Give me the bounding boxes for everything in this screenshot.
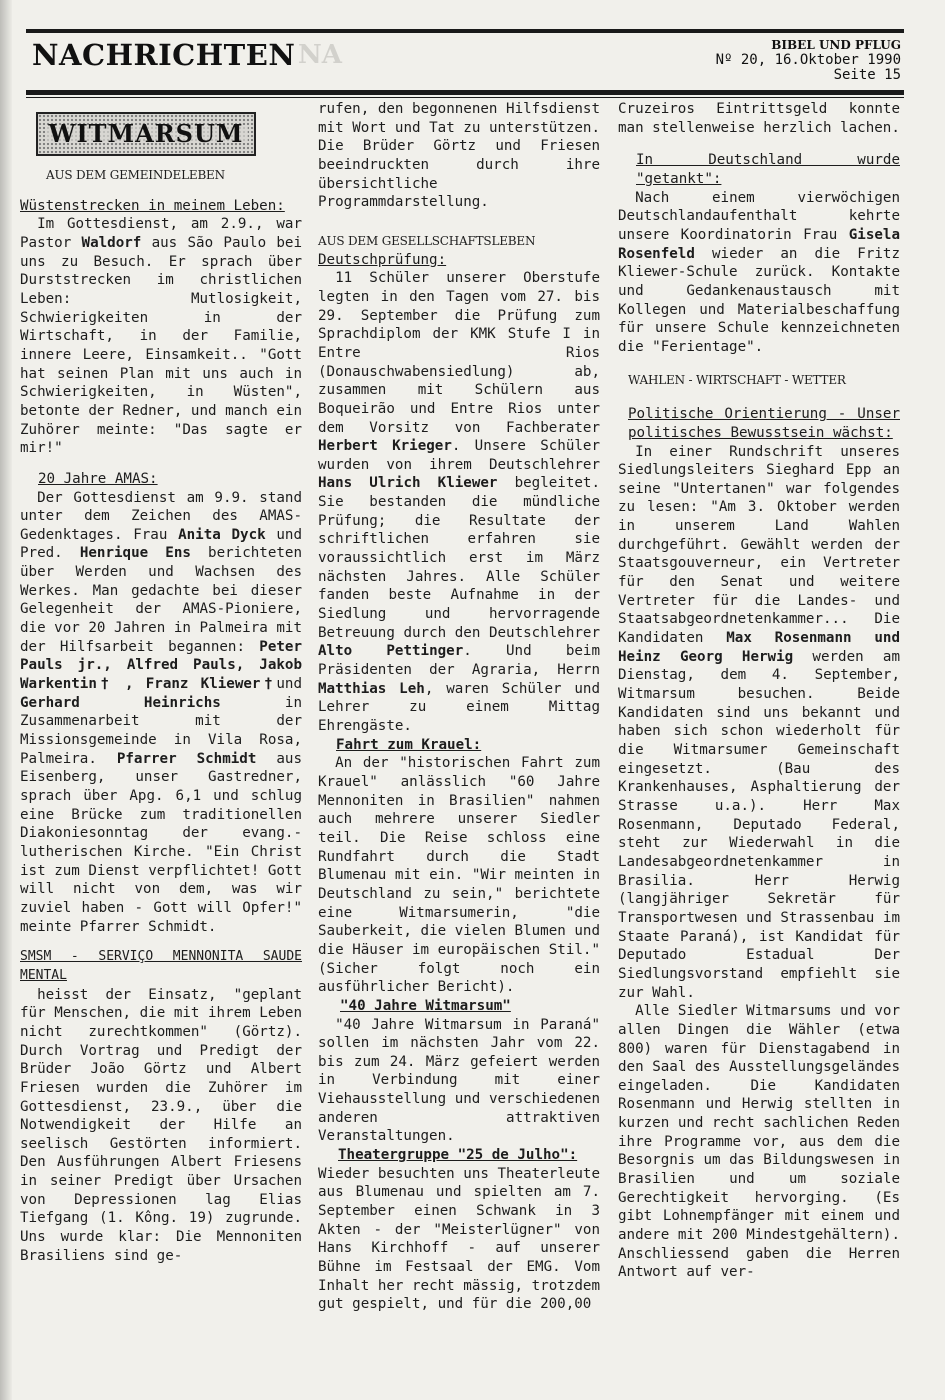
masthead-title: NACHRICHTEN — [32, 38, 296, 72]
article-text: In einer Rundschrift unseres Siedlungsleiters Sieghard Epp an seine "Untertanen" war folgendes zu lesen: "Am 3. Oktober werden in unserem Land Wahlen durchgeführt. Gewählt werden der Staatsgouverneur, ein Vertreter für den Senat und weitere Vertreter für die Landes- und Staatsabgeordnetenkammer... Die Kandidaten Max Rosenmann und Heinz Georg Herwig werden am Dienstag, dem 4. September, Witmarsum besuchen. Beide Kandidaten sind uns bekannt und haben sich schon wiederholt für die Witmarsumer Gemeinschaft eingesetzt. (Bau des Krankenhauses, Asphaltierung der Strasse u.a.). Herr Max Rosenmann, Deputado Federal, steht zur Wiederwahl in die Landesabgeordnetenkammer in Brasilia. Herr Herwig (langjähriger Sekretär für Transportwesen und Strassenbau im Staate Paraná), ist Kandidat für Deputado Estadual Der Siedlungsvorstand empfiehlt sie zur Wahl. — [618, 443, 901, 1001]
column-1 — [20, 108, 302, 1265]
article-heading: Wüstenstrecken in meinem Leben: — [20, 197, 285, 214]
binder-edge — [0, 0, 12, 1400]
article-heading: 20 Jahre AMAS: — [38, 470, 158, 487]
top-rule — [26, 29, 904, 33]
article-heading: Politische Orientierung - Unser politisches Bewusstsein wächst: — [628, 406, 900, 441]
article-text: Der Gottesdienst am 9.9. stand unter dem Zeichen des AMAS-Gedenktages. Frau Anita Dyck und Pred. Henrique Ens berichteten über Werden und Wachsen des Werkes. Man gedachte bei dieser Gelegenheit der AMAS-Pioniere, die vor 20 Jahren in Palmeira mit der Hilfsarbeit begannen: Peter Pauls jr., Alfred Pauls, Jakob Warkentin† , Franz Kliewer†und Gerhard Heinrichs in Zusammenarbeit mit der Missionsgemeinde in Vila Rosa, Palmeira. Pfarrer Schmidt aus Eisenberg, unser Gastredner, sprach über Apg. 6,1 und schlug eine Brücke zum traditionellen Diakoniesonntag der evang.-lutherischen Kirche. "Ein Christ ist zum Dienst verpflichtet! Gott will nicht von dem, was wir zuviel haben - Gott will Opfer!" meinte Pfarrer Schmidt. — [20, 489, 303, 935]
page-number: Seite 15 — [833, 67, 901, 83]
article-heading: "40 Jahre Witmarsum" — [340, 997, 511, 1014]
section-heading: WAHLEN - WIRTSCHAFT - WETTER — [628, 372, 846, 387]
article-text: Wieder besuchten uns Theaterleute aus Blumenau und spielten am 7. September einen Schwank in 3 Akten - der "Meisterlügner" von Hans Kirchhoff - auf unserer Bühne im Festsaal der EMG. Vom Inhalt her recht mässig, trotzdem gut gespielt, und für die 200,00 — [318, 1165, 600, 1313]
article-text: "40 Jahre Witmarsum in Paraná" sollen im nächsten Jahr vom 22. bis zum 24. März gefeiert werden in Verbindung mit einer Viehausstellung und verschiedenen anderen attraktiven Veranstaltungen. — [318, 1016, 600, 1145]
article-text: Cruzeiros Eintrittsgeld konnte man stellenweise herzlich lachen. — [618, 101, 900, 136]
column-2 — [318, 100, 600, 1314]
article-text: Alle Siedler Witmarsums und vor allen Dingen die Wähler (etwa 800) waren für Dienstagabend in den Saal des Ausstellungsgeländes eingeladen. Die Kandidaten Rosenmann und Herwig stellten in kurzen und recht sachlichen Reden ihre Programme vor, aus dem die Besorgnis um das Bildungswesen in Brasilien und um soziale Gerechtigkeit hervorging. (Es gibt Lohnempfänger mit einem und andere mit 200 Mindestgehältern). Anschliessend gaben die Herren Antwort auf ver- — [618, 1003, 900, 1281]
issue-number-date: Nº 20, 16.Oktober 1990 — [715, 52, 901, 68]
article-text: Im Gottesdienst, am 2.9., war Pastor Waldorf aus São Paulo bei uns zu Besuch. Er sprach über Durststrecken im christlichen Leben: Mutlosigkeit, Schwierigkeiten in der Wirtschaft, in der Familie, innere Leere, Einsamkeit.. "Gott hat seinen Plan mit uns auch in Schwierigkeiten, in Wüsten", betonte der Redner, und manch ein Zuhörer meinte: "Das sagte er mir!" — [20, 216, 303, 457]
place-name: WITMARSUM — [45, 125, 248, 144]
article-heading: Deutschprüfung: — [318, 251, 447, 268]
article-text: rufen, den begonnenen Hilfsdienst mit Wort und Tat zu unterstützen. Die Brüder Görtz und Friesen beeindruckten durch ihre übersichtliche Programmdarstellung. — [318, 101, 600, 211]
issue-info — [716, 38, 901, 83]
article-text: 11 Schüler unserer Oberstufe legten in den Tagen vom 27. bis 29. September die Prüfung zum Sprachdiplom der KMK Stufe I in Entre Rios (Donauschwabensiedlung) ab, zusammen mit Schülern aus Boqueirão und Entre Rios unter dem Vorsitz von Fachberater Herbert Krieger. Unsere Schüler wurden von ihrem Deutschlehrer Hans Ulrich Kliewer begleitet. Sie bestanden die mündliche Prüfung; die Resultate der schriftlichen erfahren sie voraussichtlich erst im März nächsten Jahres. Alle Schüler fanden beste Aufnahme in der Siedlung und hervorragende Betreuung durch den Deutschlehrer Alto Pettinger. Und beim Präsidenten der Agraria, Herrn Matthias Leh, waren Schüler und Lehrer zu einem Mittag Ehrengäste. — [318, 270, 601, 734]
header-rule-thick — [26, 90, 904, 95]
place-banner — [36, 112, 256, 156]
column-3 — [618, 100, 900, 1282]
article-heading: SMSM - SERVIÇO MENNONITA SAUDE MENTAL — [20, 949, 302, 983]
article-heading: In Deutschland wurde "getankt": — [636, 152, 900, 187]
show-through-text: NA — [298, 40, 342, 70]
section-heading: AUS DEM GESELLSCHAFTSLEBEN — [318, 233, 536, 248]
article-text: An der "historischen Fahrt zum Krauel" anlässlich "60 Jahre Mennoniten in Brasilien" nahmen auch mehrere unserer Siedler teil. Die Reise schloss eine Rundfahrt durch die Stadt Blumenau mit ein. "Wir meinten in Deutschland zu sein," berichtete eine Witmarsumerin, "die Sauberkeit, die vielen Blumen und die Häuser im europäischen Stil." (Sicher folgt noch ein ausführlicher Bericht). — [318, 755, 600, 996]
article-text: Nach einem vierwöchigen Deutschlandaufenthalt kehrte unsere Koordinatorin Frau Gisela Rosenfeld wieder an die Fritz Kliewer-Schule zurück. Kontakte und Gedankenaustausch mit Kollegen und Materialbeschaffung für unsere Schule kennzeichneten die "Ferientage". — [618, 189, 900, 355]
header-rule-thin — [26, 97, 904, 98]
article-heading: Theatergruppe "25 de Julho": — [338, 1147, 578, 1164]
article-text: heisst der Einsatz, "geplant für Menschen, die mit ihrem Leben nicht zurechtkommen" (Görtz). Durch Vortrag und Predigt der Brüder João Görtz und Albert Friesen wurden die Zuhörer im Gottesdienst, 23.9., über die Notwendigkeit der Hilfe an seelisch Gestörten informiert. Den Ausführungen Albert Friesens in seiner Predigt über Ursachen von Depressionen lag Elias Tiefgang (1. Kông. 19) zugrunde. Uns wurde klar: Die Mennoniten Brasiliens sind ge- — [20, 986, 302, 1264]
publication-name: BIBEL UND PFLUG — [771, 38, 901, 52]
section-heading: AUS DEM GEMEINDELEBEN — [46, 168, 225, 182]
article-heading: Fahrt zum Krauel: — [336, 736, 482, 753]
